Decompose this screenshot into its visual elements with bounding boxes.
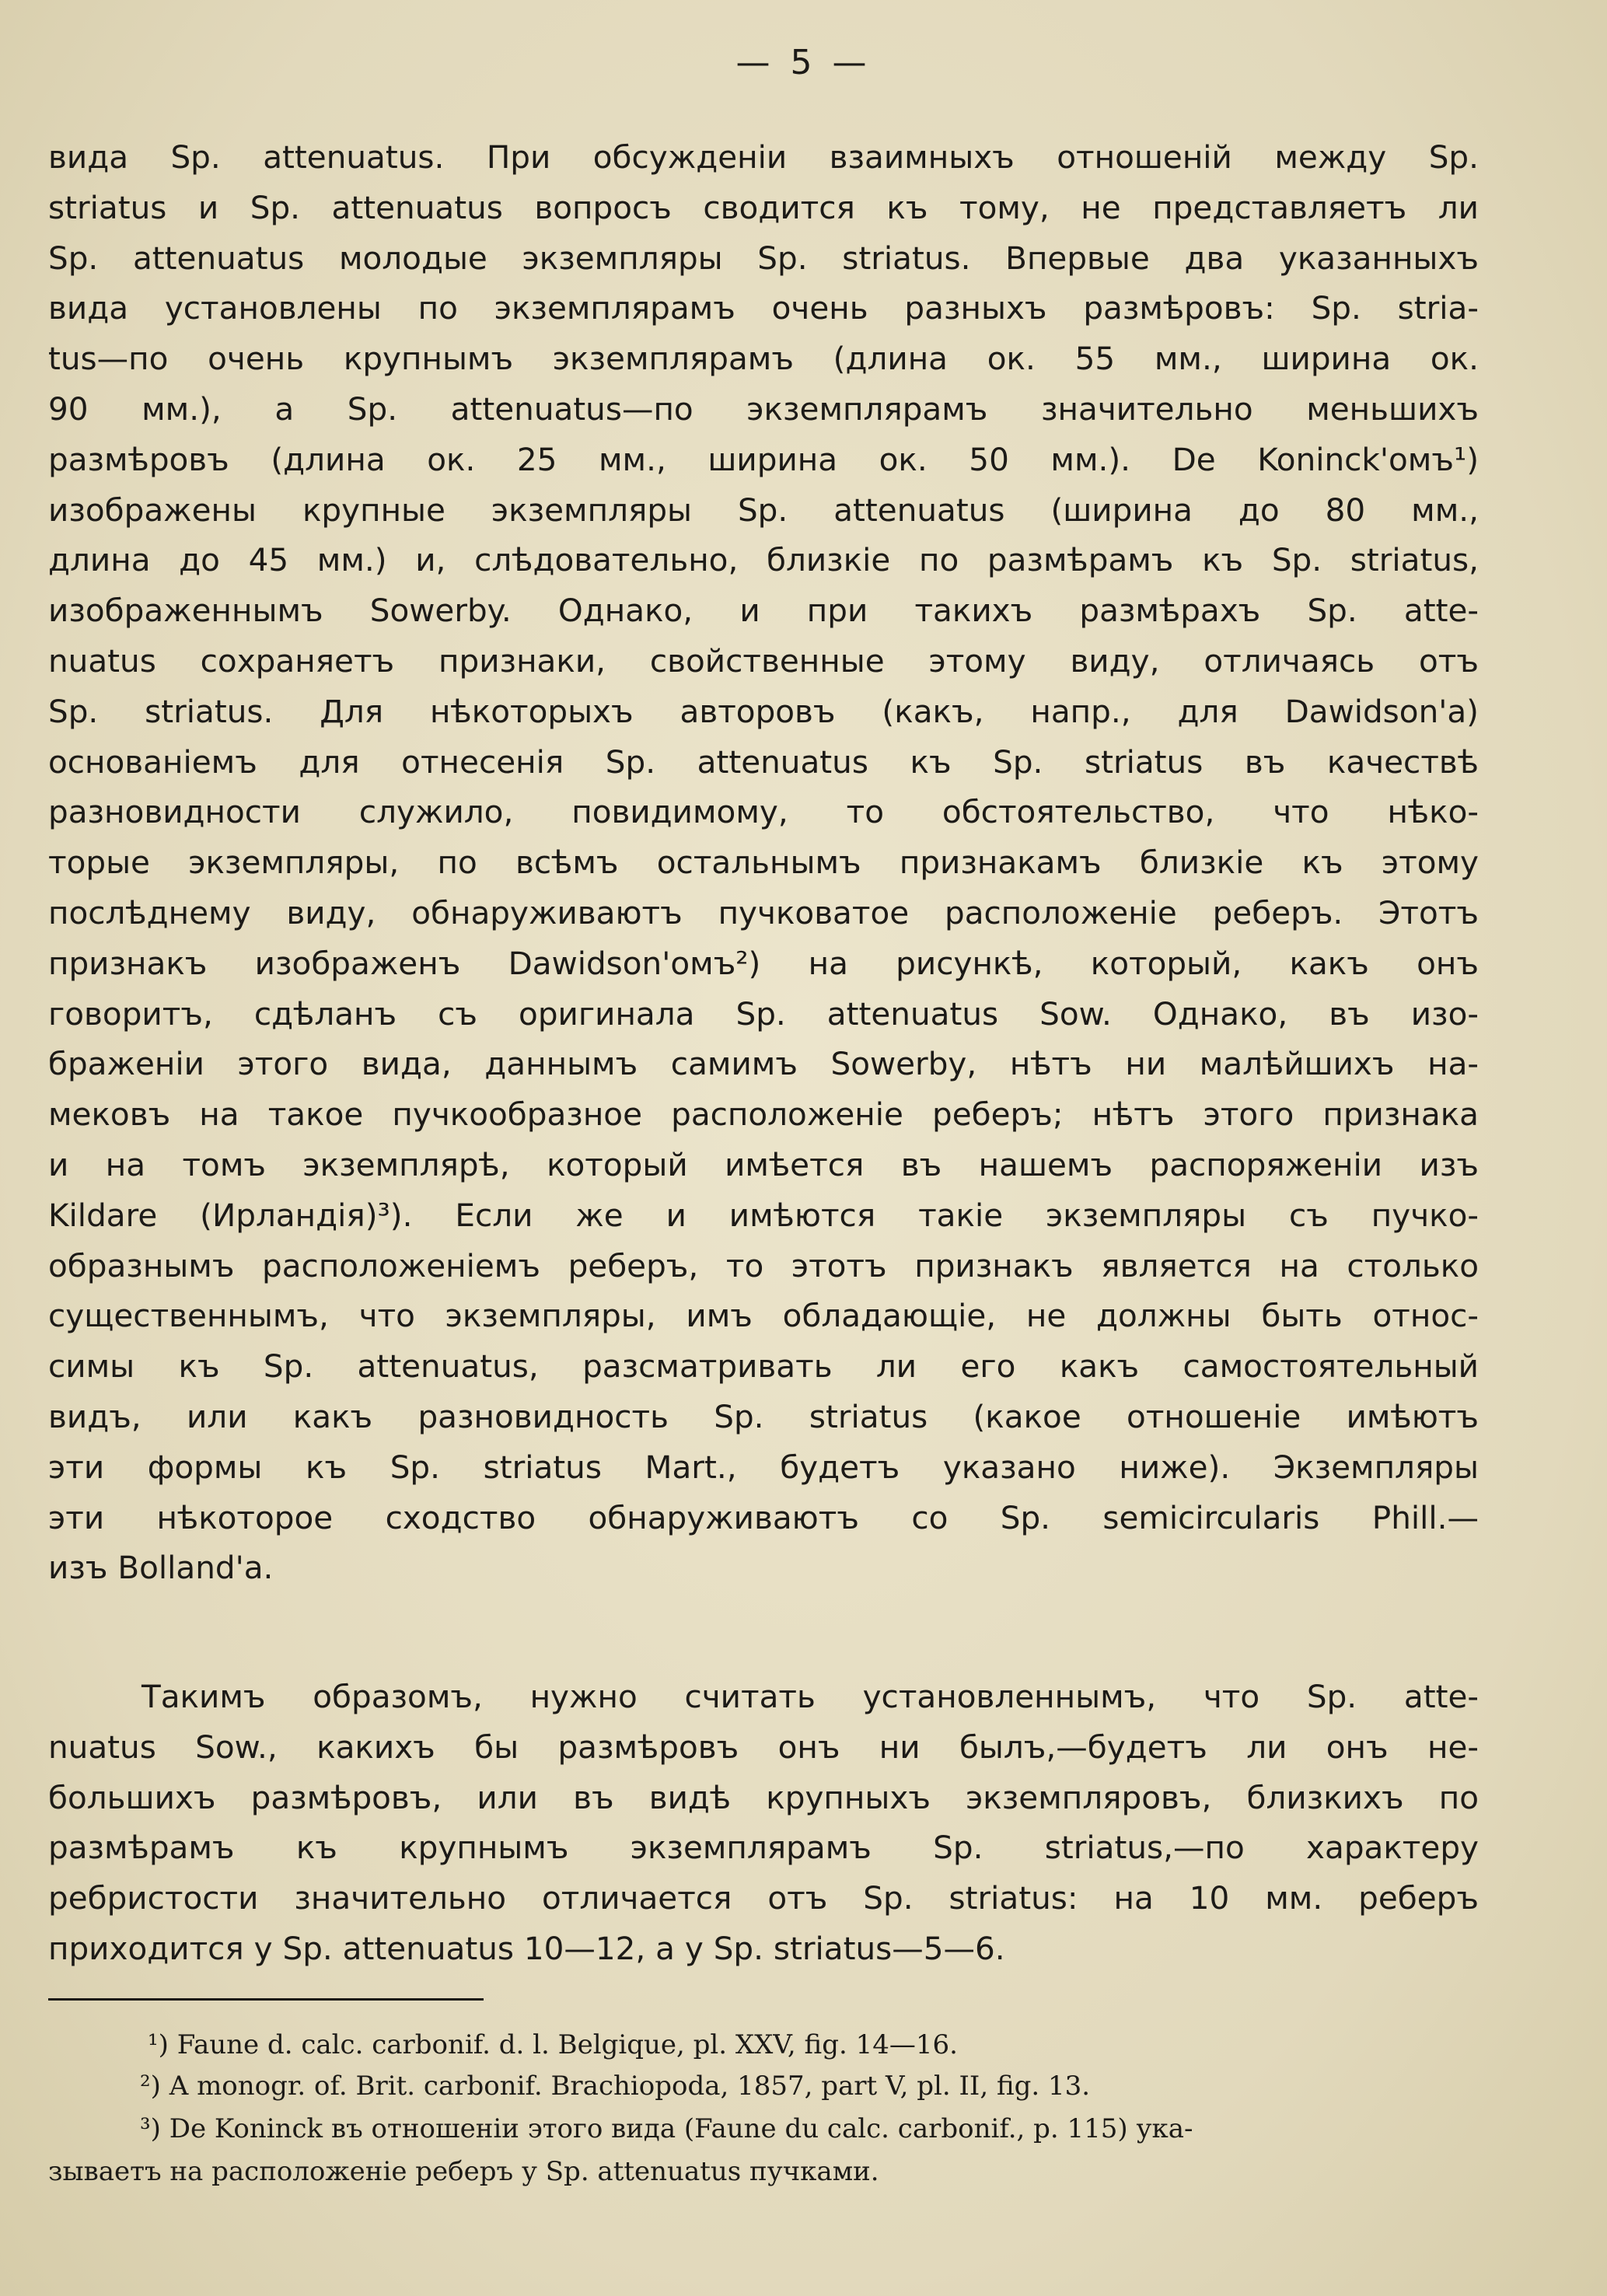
text-line: говоритъ, сдѣланъ съ оригинала Sp. attenuatus Sow. Однако, въ изо-: [48, 994, 1479, 1033]
text-line: существеннымъ, что экземпляры, имъ обладающіе, не должны быть относ-: [48, 1297, 1479, 1335]
text-line: послѣднему виду, обнаруживаютъ пучковатое расположеніе реберъ. Этотъ: [48, 893, 1479, 931]
text-line: браженіи этого вида, даннымъ самимъ Sowerby, нѣтъ ни малѣйшихъ на-: [48, 1045, 1479, 1083]
footnote-3-continued: зываетъ на расположеніе реберъ у Sp. attenuatus пучками.: [48, 2156, 879, 2187]
text-line: nuatus Sow., какихъ бы размѣровъ онъ ни былъ,—будетъ ли онъ не-: [48, 1728, 1479, 1766]
text-line: размѣровъ (длина ок. 25 мм., ширина ок. 50 мм.). De Koninck'омъ¹): [48, 440, 1479, 478]
text-line: Kildare (Ирландія)³). Если же и имѣются такіе экземпляры съ пучко-: [48, 1196, 1479, 1234]
text-line: приходится у Sp. attenuatus 10—12, а у Sp. striatus—5—6.: [48, 1929, 1005, 1967]
text-line: Sp. striatus. Для нѣкоторыхъ авторовъ (какъ, напр., для Dawidson'a): [48, 692, 1479, 730]
text-line: длина до 45 мм.) и, слѣдовательно, близкіе по размѣрамъ къ Sp. striatus,: [48, 541, 1479, 579]
text-line: ребристости значительно отличается отъ Sp. striatus: на 10 мм. реберъ: [48, 1879, 1479, 1917]
footnote-1: ¹) Faune d. calc. carbonif. d. l. Belgique, pl. XXV, fig. 14—16.: [148, 2029, 958, 2060]
text-line: изображеннымъ Sowerby. Однако, и при такихъ размѣрахъ Sp. atte-: [48, 592, 1479, 630]
text-line: видъ, или какъ разновидность Sp. striatus (какое отношеніе имѣютъ: [48, 1397, 1479, 1435]
text-line: признакъ изображенъ Dawidson'омъ²) на рисункѣ, который, какъ онъ: [48, 944, 1479, 982]
text-line: Такимъ образомъ, нужно считать установленнымъ, что Sp. atte-: [141, 1678, 1479, 1715]
text-line: основаніемъ для отнесенія Sp. attenuatus къ Sp. striatus въ качествѣ: [48, 743, 1479, 781]
footnote-divider: [48, 1998, 484, 2001]
paragraph-2: [48, 1672, 1479, 1974]
text-line: эти нѣкоторое сходство обнаруживаютъ со Sp. semicircularis Phill.—: [48, 1498, 1479, 1536]
text-line: торые экземпляры, по всѣмъ остальнымъ признакамъ близкіе къ этому: [48, 844, 1479, 882]
page-number: — 5 —: [735, 43, 872, 82]
text-line: симы къ Sp. attenuatus, разсматривать ли его какъ самостоятельный: [48, 1347, 1479, 1386]
footnote-3: ³) De Koninck въ отношеніи этого вида (Faune du calc. carbonif., p. 115) ука-: [140, 2113, 1193, 2144]
text-line: размѣрамъ къ крупнымъ экземплярамъ Sp. striatus,—по характеру: [48, 1829, 1479, 1867]
text-line: и на томъ экземплярѣ, который имѣется въ нашемъ распоряженіи изъ: [48, 1145, 1479, 1183]
text-line: мековъ на такое пучкообразное расположеніе реберъ; нѣтъ этого признака: [48, 1096, 1479, 1134]
text-line: nuatus сохраняетъ признаки, свойственные этому виду, отличаясь отъ: [48, 641, 1479, 680]
text-line: tus—по очень крупнымъ экземплярамъ (длина ок. 55 мм., ширина ок.: [48, 340, 1479, 378]
text-line: вида Sp. attenuatus. При обсужденіи взаимныхъ отношеній между Sp.: [48, 138, 1479, 176]
text-line: 90 мм.), а Sp. attenuatus—по экземплярамъ значительно меньшихъ: [48, 390, 1479, 428]
text-line: striatus и Sp. attenuatus вопросъ сводится къ тому, не представляетъ ли: [48, 188, 1479, 226]
paragraph-1: [48, 132, 1479, 1593]
text-line: Sp. attenuatus молодые экземпляры Sp. striatus. Впервые два указанныхъ: [48, 239, 1479, 277]
text-line: образнымъ расположеніемъ реберъ, то этотъ признакъ является на столько: [48, 1246, 1479, 1284]
text-line: большихъ размѣровъ, или въ видѣ крупныхъ экземпляровъ, близкихъ по: [48, 1778, 1479, 1816]
text-line: вида установлены по экземплярамъ очень разныхъ размѣровъ: Sp. stria-: [48, 289, 1479, 327]
text-line: изъ Bolland'a.: [48, 1549, 274, 1587]
text-line: разновидности служило, повидимому, то обстоятельство, что нѣко-: [48, 793, 1479, 831]
text-line: изображены крупные экземпляры Sp. attenuatus (ширина до 80 мм.,: [48, 491, 1479, 529]
text-line: эти формы къ Sp. striatus Mart., будетъ указано ниже). Экземпляры: [48, 1448, 1479, 1486]
footnote-2: ²) A monogr. of. Brit. carbonif. Brachiopoda, 1857, part V, pl. II, fig. 13.: [140, 2071, 1091, 2102]
